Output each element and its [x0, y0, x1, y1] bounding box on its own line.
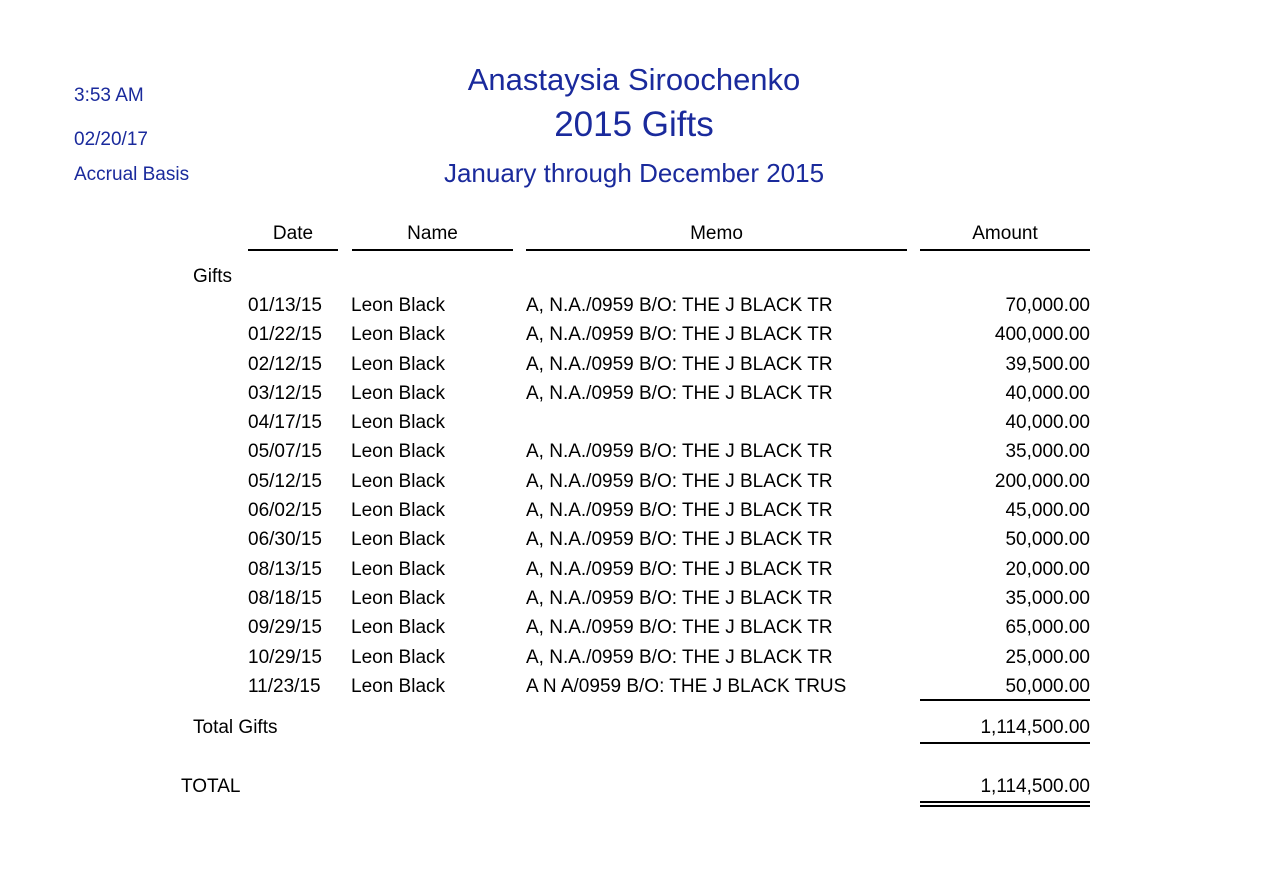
row-date: 02/12/15 — [248, 353, 322, 375]
row-memo: A, N.A./0959 B/O: THE J BLACK TR — [526, 441, 833, 463]
row-memo: A, N.A./0959 B/O: THE J BLACK TR — [526, 646, 833, 668]
row-date: 11/23/15 — [248, 675, 321, 697]
row-amount: 70,000.00 — [1005, 295, 1090, 316]
row-memo: A, N.A./0959 B/O: THE J BLACK TR — [526, 587, 833, 609]
row-name: Leon Black — [351, 295, 446, 316]
report-period: January through December 2015 — [443, 158, 825, 188]
row-amount: 35,000.00 — [1005, 441, 1090, 463]
section-label-gifts: Gifts — [193, 266, 233, 287]
row-memo: A, N.A./0959 B/O: THE J BLACK TR — [526, 382, 833, 404]
report-basis: Accrual Basis — [74, 164, 190, 185]
row-name: Leon Black — [351, 675, 446, 697]
row-date: 10/29/15 — [248, 646, 322, 668]
row-name: Leon Black — [351, 500, 446, 522]
row-amount: 40,000.00 — [1005, 382, 1090, 404]
column-header-name: Name — [352, 224, 513, 251]
table-row — [0, 294, 1275, 323]
row-memo: A, N.A./0959 B/O: THE J BLACK TR — [526, 324, 833, 346]
grand-total-double-rule-bottom — [920, 805, 1090, 807]
row-date: 08/18/15 — [248, 587, 322, 609]
row-amount: 45,000.00 — [1005, 500, 1090, 522]
row-date: 01/13/15 — [248, 295, 322, 316]
column-header-date: Date — [248, 224, 338, 251]
report-title: 2015 Gifts — [554, 105, 714, 144]
table-row — [0, 587, 1275, 616]
report-time: 3:53 AM — [74, 85, 144, 106]
company-name: Anastaysia Siroochenko — [467, 62, 801, 97]
row-name: Leon Black — [351, 353, 446, 375]
total-gifts-rule — [920, 742, 1090, 744]
row-memo: A, N.A./0959 B/O: THE J BLACK TR — [526, 500, 833, 522]
row-date: 01/22/15 — [248, 324, 322, 346]
row-memo: A, N.A./0959 B/O: THE J BLACK TR — [526, 353, 833, 375]
row-name: Leon Black — [351, 412, 446, 434]
row-amount: 40,000.00 — [1005, 412, 1090, 434]
subtotal-rule — [920, 699, 1090, 701]
row-date: 06/02/15 — [248, 500, 322, 522]
grand-total-label: TOTAL — [181, 776, 241, 797]
row-name: Leon Black — [351, 324, 446, 346]
row-memo: A N A/0959 B/O: THE J BLACK TRUS — [526, 675, 847, 697]
table-row — [0, 558, 1275, 587]
gift-rows — [0, 294, 1275, 704]
column-header-memo: Memo — [526, 224, 907, 251]
table-row — [0, 528, 1275, 557]
row-name: Leon Black — [351, 441, 446, 463]
row-memo: A, N.A./0959 B/O: THE J BLACK TR — [526, 295, 833, 316]
table-row — [0, 499, 1275, 528]
table-row — [0, 411, 1275, 440]
grand-total-amount: 1,114,500.00 — [980, 776, 1090, 797]
row-date: 06/30/15 — [248, 529, 322, 551]
table-row — [0, 616, 1275, 645]
row-name: Leon Black — [351, 587, 446, 609]
row-date: 09/29/15 — [248, 617, 322, 639]
table-row — [0, 323, 1275, 352]
row-date: 08/13/15 — [248, 558, 322, 580]
row-date: 05/12/15 — [248, 470, 322, 492]
row-amount: 200,000.00 — [994, 470, 1090, 492]
row-name: Leon Black — [351, 382, 446, 404]
row-amount: 50,000.00 — [1005, 529, 1090, 551]
column-header-amount: Amount — [920, 224, 1090, 251]
report-date: 02/20/17 — [74, 129, 148, 150]
row-memo: A, N.A./0959 B/O: THE J BLACK TR — [526, 617, 833, 639]
row-amount: 50,000.00 — [1005, 675, 1090, 697]
grand-total-double-rule-top — [920, 801, 1090, 803]
row-name: Leon Black — [351, 617, 446, 639]
total-gifts-amount: 1,114,500.00 — [980, 717, 1090, 738]
total-gifts-label: Total Gifts — [193, 717, 278, 738]
row-date: 03/12/15 — [248, 382, 322, 404]
table-row — [0, 353, 1275, 382]
row-memo: A, N.A./0959 B/O: THE J BLACK TR — [526, 470, 833, 492]
row-name: Leon Black — [351, 558, 446, 580]
row-amount: 25,000.00 — [1005, 646, 1090, 668]
row-amount: 400,000.00 — [994, 324, 1090, 346]
row-amount: 39,500.00 — [1005, 353, 1090, 375]
row-memo: A, N.A./0959 B/O: THE J BLACK TR — [526, 558, 833, 580]
table-row — [0, 382, 1275, 411]
table-row — [0, 440, 1275, 469]
table-row — [0, 646, 1275, 675]
row-name: Leon Black — [351, 470, 446, 492]
row-name: Leon Black — [351, 646, 446, 668]
row-amount: 20,000.00 — [1005, 558, 1090, 580]
row-amount: 35,000.00 — [1005, 587, 1090, 609]
table-row — [0, 470, 1275, 499]
row-memo: A, N.A./0959 B/O: THE J BLACK TR — [526, 529, 833, 551]
row-name: Leon Black — [351, 529, 446, 551]
row-date: 04/17/15 — [248, 412, 322, 434]
row-date: 05/07/15 — [248, 441, 322, 463]
row-amount: 65,000.00 — [1005, 617, 1090, 639]
